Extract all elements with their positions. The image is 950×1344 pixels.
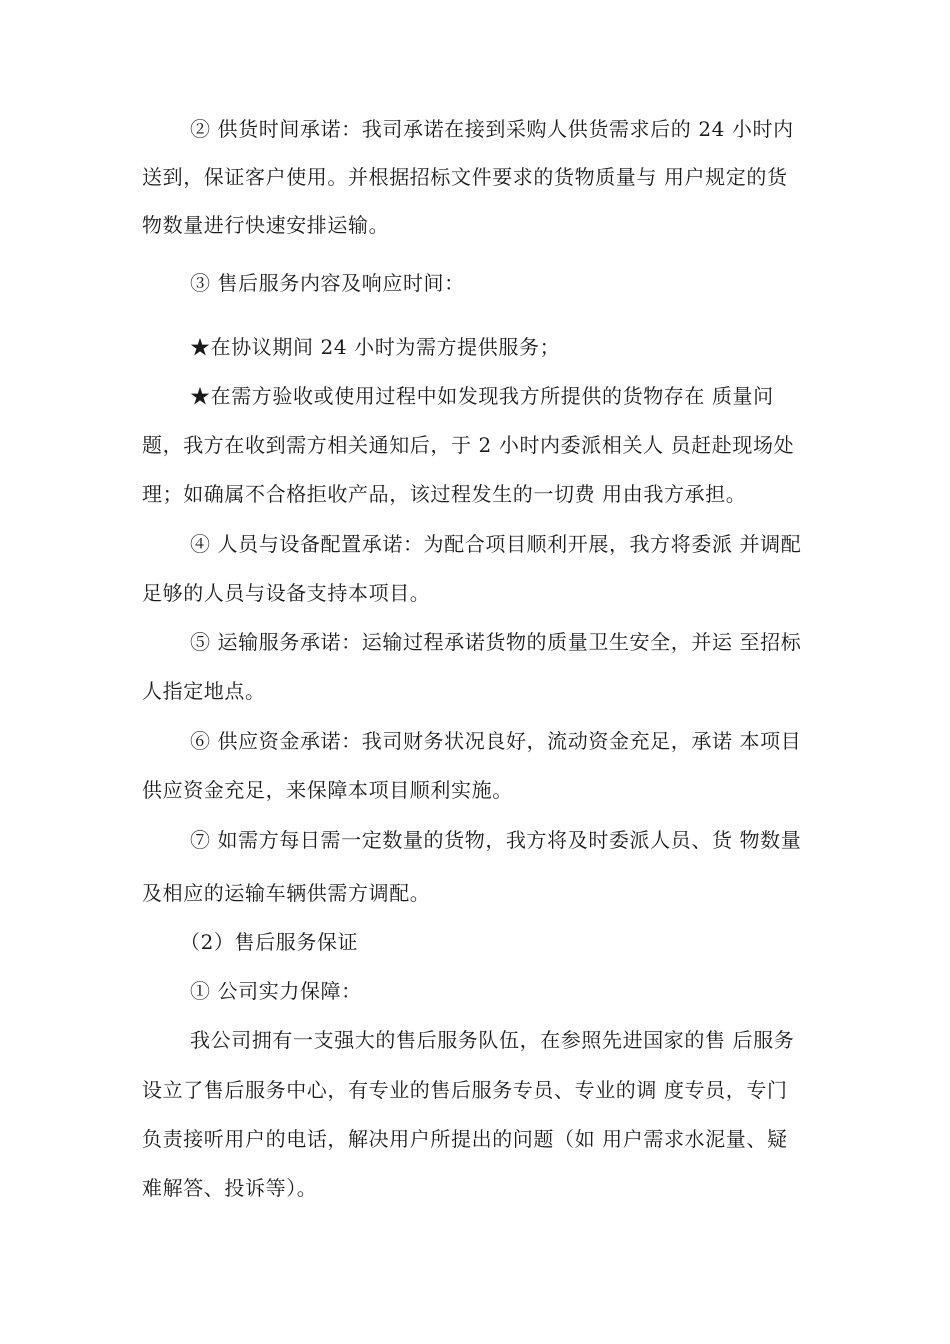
paragraph-line: ⑤ 运输服务承诺：运输过程承诺货物的质量卫生安全，并运 至招标 xyxy=(190,630,802,654)
paragraph-line: ★在协议期间 24 小时为需方提供服务； xyxy=(190,335,561,359)
paragraph-line: 足够的人员与设备支持本项目。 xyxy=(142,581,431,605)
paragraph-line: 难解答、投诉等）。 xyxy=(142,1176,318,1200)
paragraph-line: ③ 售后服务内容及响应时间： xyxy=(190,271,465,295)
paragraph-line: 理；如确属不合格拒收产品，该过程发生的一切费 用由我方承担。 xyxy=(142,482,747,506)
paragraph-line: 设立了售后服务中心，有专业的售后服务专员、专业的调 度专员，专门 xyxy=(142,1078,788,1102)
paragraph-line: 物数量进行快速安排运输。 xyxy=(142,213,390,237)
paragraph-line: ⑥ 供应资金承诺：我司财务状况良好，流动资金充足，承诺 本项目 xyxy=(190,729,802,753)
section-heading: （2）售后服务保证 xyxy=(180,930,359,954)
paragraph-line: 负责接听用户的电话，解决用户所提出的问题（如 用户需求水泥量、疑 xyxy=(142,1127,788,1151)
paragraph-line: ④ 人员与设备配置承诺：为配合项目顺利开展，我方将委派 并调配 xyxy=(190,532,802,556)
paragraph-line: 送到，保证客户使用。并根据招标文件要求的货物质量与 用户规定的货 xyxy=(142,165,788,189)
paragraph-line: 及相应的运输车辆供需方调配。 xyxy=(142,881,431,905)
paragraph-line: 我公司拥有一支强大的售后服务队伍，在参照先进国家的售 后服务 xyxy=(190,1028,795,1052)
paragraph-line: 供应资金充足，来保障本项目顺利实施。 xyxy=(142,778,513,802)
paragraph-line: ⑦ 如需方每日需一定数量的货物，我方将及时委派人员、货 物数量 xyxy=(190,828,802,852)
paragraph-line: ★在需方验收或使用过程中如发现我方所提供的货物存在 质量问 xyxy=(190,384,774,408)
paragraph-line: 人指定地点。 xyxy=(142,679,266,703)
subsection-heading: ① 公司实力保障： xyxy=(190,979,362,1003)
paragraph-line: ② 供货时间承诺：我司承诺在接到采购人供货需求后的 24 小时内 xyxy=(190,117,794,141)
paragraph-line: 题，我方在收到需方相关通知后，于 2 小时内委派相关人 员赶赴现场处 xyxy=(142,433,795,457)
